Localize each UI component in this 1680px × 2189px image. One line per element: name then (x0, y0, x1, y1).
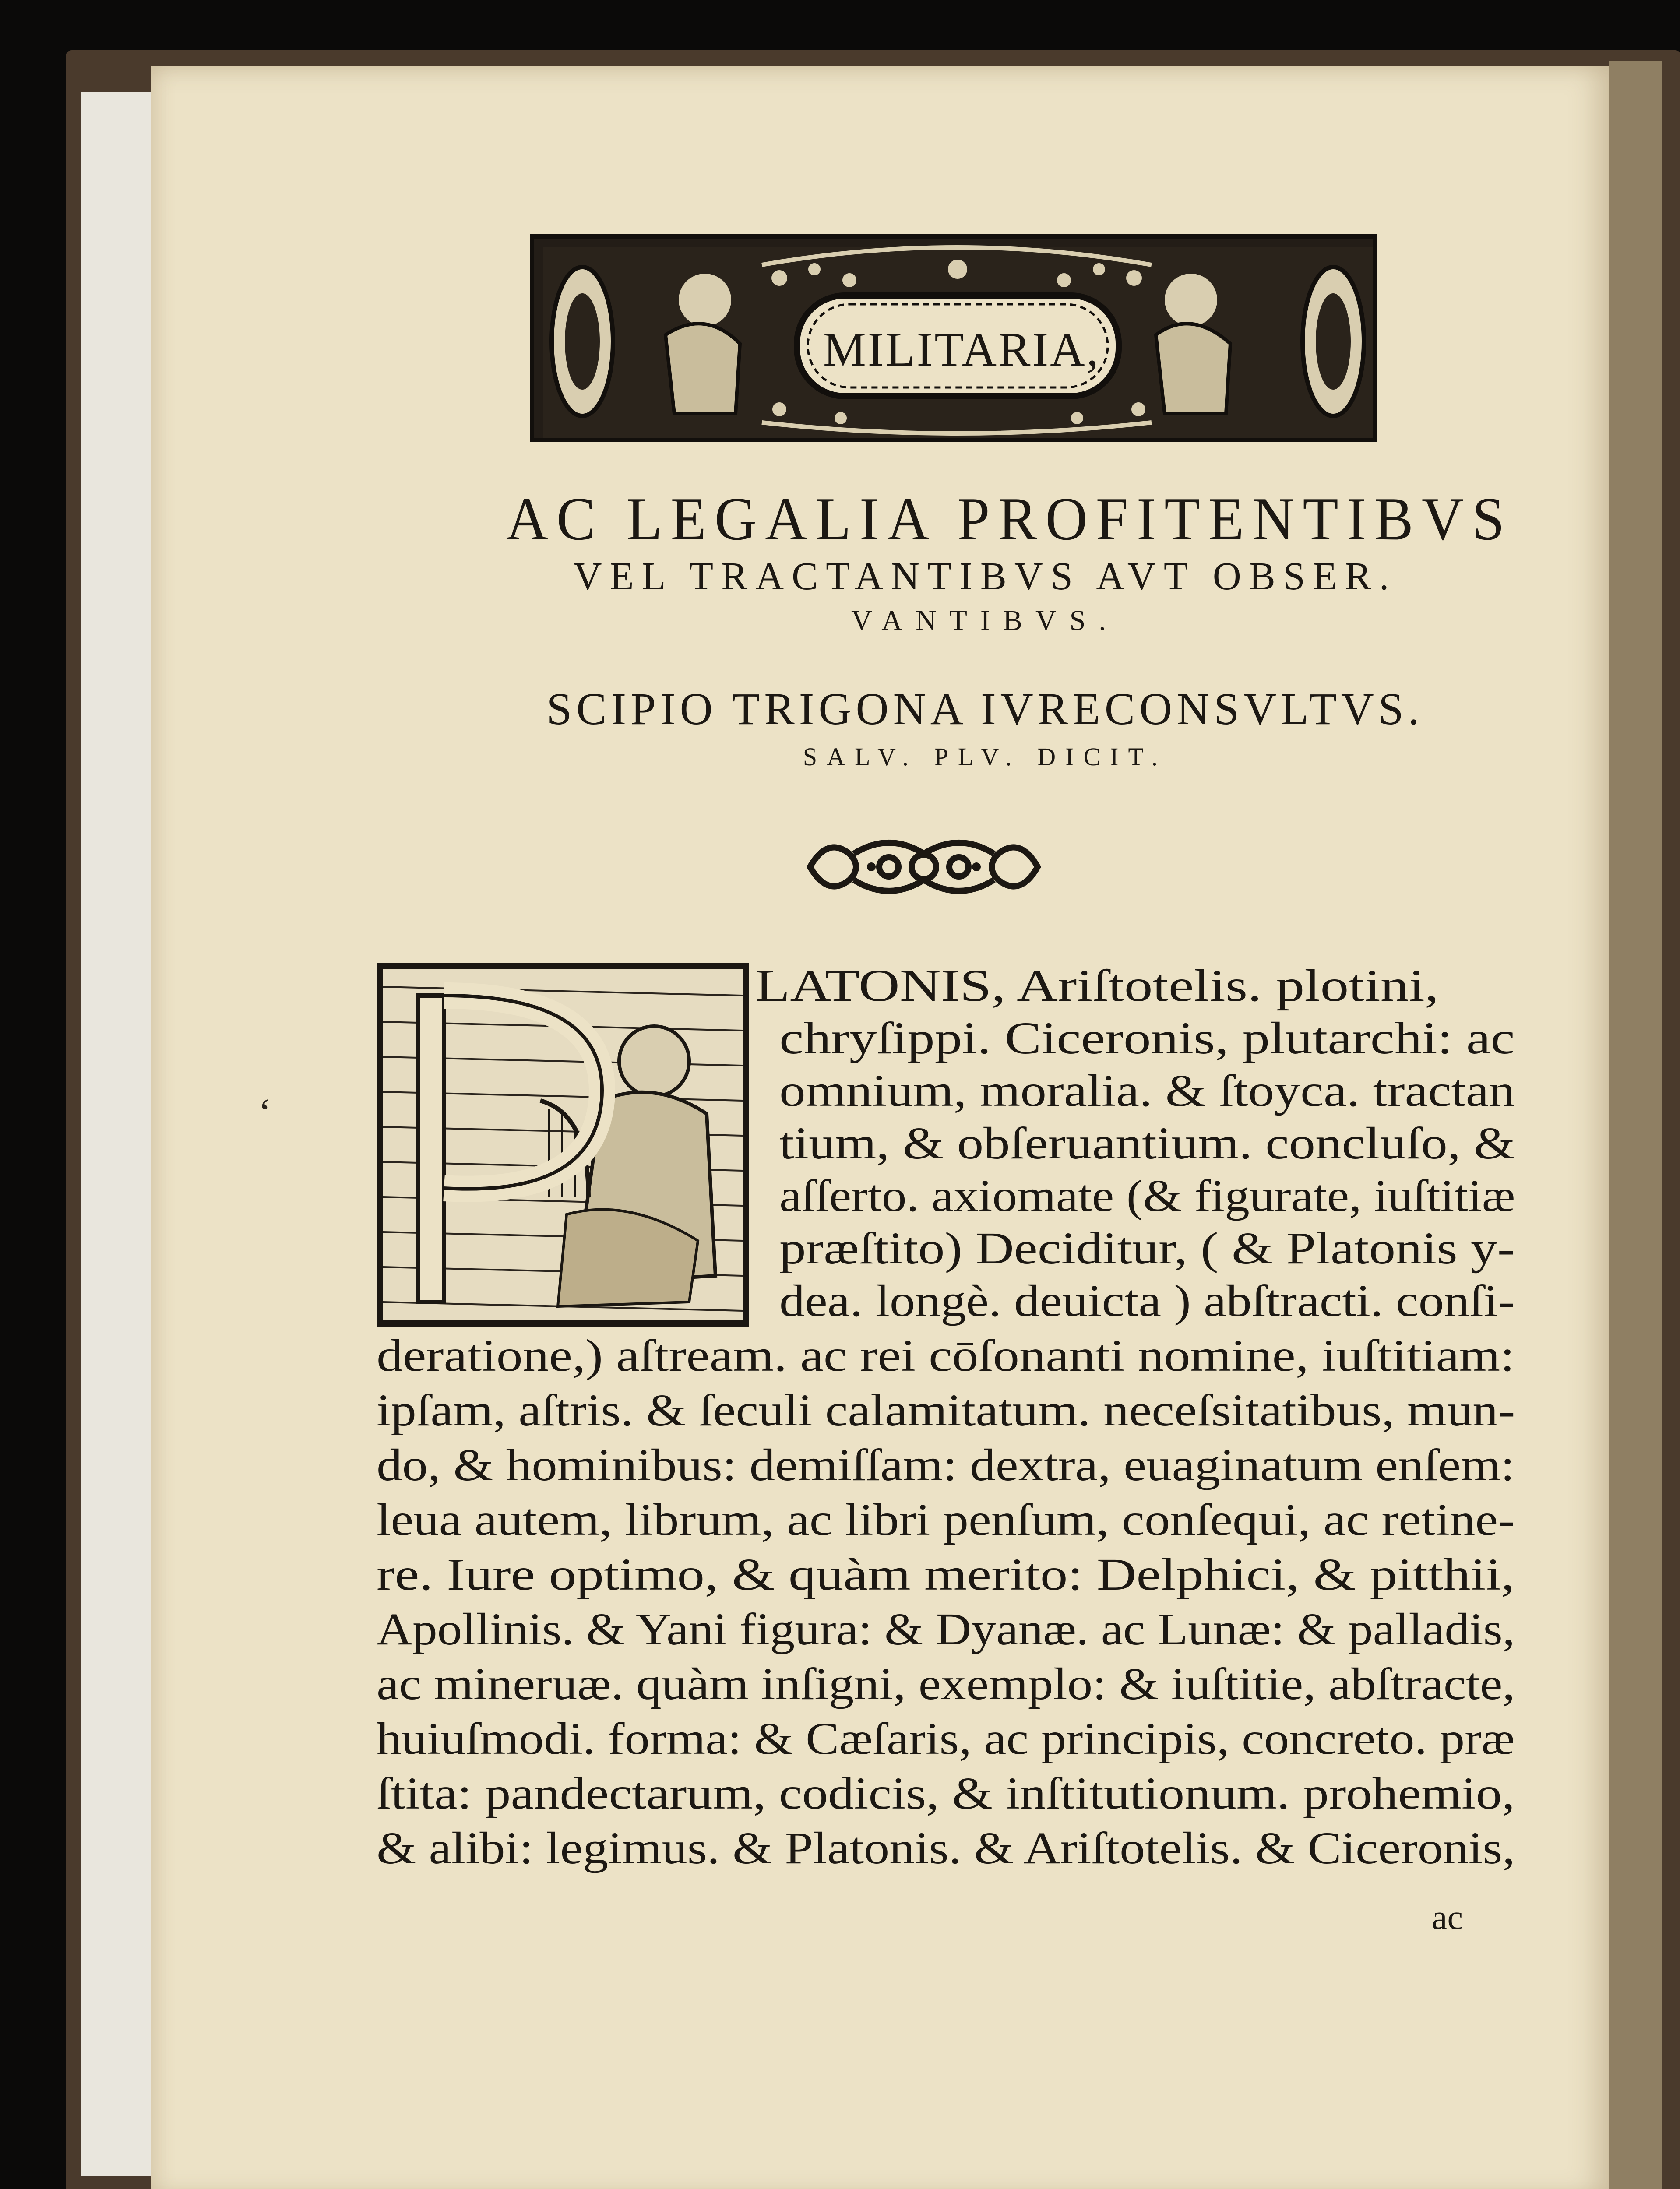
body-line-14: ac mineruæ. quàm inſigni, exemplo: & iuſtitie, abſtracte, (377, 1659, 1515, 1709)
headpiece-label: MILITARIA, (823, 323, 1101, 376)
title-line-3: VANTIBVS. (851, 605, 1119, 637)
body-line-2: chryſippi. Ciceronis, plutarchi: ac (779, 1013, 1515, 1063)
body-line-17: & alibi: legimus. & Platonis. & Ariſtotelis. & Ciceronis, (377, 1823, 1515, 1873)
title-line-1: AC LEGALIA PROFITENTIBVS (506, 485, 1513, 553)
body-line-16: ſtita: pandectarum, codicis, & inſtitutionum. prohemio, (377, 1768, 1515, 1819)
body-line-4: tium, & obſeruantium. concluſo, & (779, 1118, 1515, 1168)
body-line-5: aſſerto. axiomate (& figurate, iuſtitiæ (779, 1171, 1515, 1221)
body-line-6: præſtito) Deciditur, ( & Platonis y- (779, 1223, 1515, 1274)
title-line-2: VEL TRACTANTIBVS AVT OBSER. (573, 555, 1397, 598)
body-line-9: ipſam, aſtris. & ſeculi calamitatum. neceſsitatibus, mun- (377, 1385, 1515, 1436)
body-line-8: deratione,) aſtream. ac rei cōſonanti nomine, iuſtitiam: (377, 1330, 1515, 1381)
author-line: SCIPIO TRIGONA IVRECONSVLTVS. (546, 684, 1424, 734)
margin-mark: ʻ (258, 1091, 271, 1134)
decorated-initial (377, 963, 749, 1327)
body-line-15: huiuſmodi. forma: & Cæſaris, ac principis, concreto. præ (377, 1714, 1515, 1764)
catchword: ac (1432, 1898, 1463, 1937)
body-line-1: LATONIS, Ariſtotelis. plotini, (755, 961, 1439, 1011)
body-line-12: re. Iure optimo, & quàm merito: Delphici, & pitthii, (377, 1549, 1515, 1600)
fleuron-ornament (801, 827, 1046, 906)
body-line-13: Apollinis. & Yani figura: & Dyanæ. ac Lunæ: & palladis, (377, 1604, 1515, 1654)
salutation-line: SALV. PLV. DICIT. (803, 743, 1168, 771)
page-edge (1609, 61, 1662, 2189)
body-line-3: omnium, moralia. & ſtoyca. tractan (779, 1066, 1515, 1116)
body-line-10: do, & hominibus: demiſſam: dextra, euaginatum enſem: (377, 1440, 1515, 1490)
body-line-7: dea. longè. deuicta ) abſtracti. conſi- (779, 1276, 1515, 1326)
body-line-11: leua autem, librum, ac libri penſum, conſequi, ac retine- (377, 1495, 1515, 1545)
